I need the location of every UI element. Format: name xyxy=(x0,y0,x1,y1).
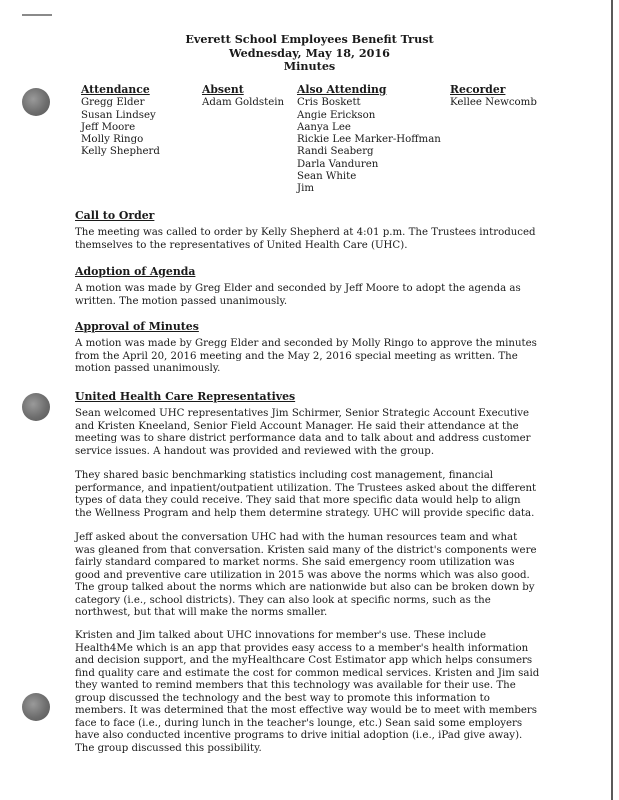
attendee-name: Molly Ringo xyxy=(81,134,144,146)
guest-name: Sean White xyxy=(297,171,357,183)
call-to-order-text: The meeting was called to order by Kelly Shepherd at 4:01 p.m. The Trustees introduced themselves to the representatives of United Health Care (UHC). xyxy=(75,227,536,251)
recorder-name: Kellee Newcomb xyxy=(450,97,537,109)
attendee-name: Gregg Elder xyxy=(81,97,145,109)
attendee-name: Jeff Moore xyxy=(81,121,136,133)
recorder-heading: Recorder xyxy=(450,83,506,96)
binder-hole-icon xyxy=(22,393,50,421)
page-edge-line xyxy=(611,0,613,800)
guest-name: Rickie Lee Marker-Hoffman xyxy=(297,134,441,146)
attendee-name: Kelly Shepherd xyxy=(81,146,160,158)
guest-name: Darla Vanduren xyxy=(297,158,379,170)
binder-hole-icon xyxy=(22,693,50,721)
approval-of-minutes-heading: Approval of Minutes xyxy=(75,320,199,333)
scan-mark xyxy=(22,14,52,16)
absent-column xyxy=(202,84,284,110)
attendee-name: Susan Lindsey xyxy=(81,109,156,121)
guest-name: Cris Boskett xyxy=(297,97,361,109)
document-header xyxy=(0,33,619,74)
uhc-paragraph: Sean welcomed UHC representatives Jim Schirmer, Senior Strategic Account Executive and Kristen Kneeland, Senior Field Account Manager. He said their attendance at the meeting was to share district performance data and to talk about and address customer service issues. A handout was provided and reviewed with the group. xyxy=(75,408,531,457)
attendance-heading: Attendance xyxy=(81,83,150,96)
attendance-column xyxy=(81,84,160,159)
binder-hole-icon xyxy=(22,88,50,116)
document-type: Minutes xyxy=(283,59,336,73)
also-attending-heading: Also Attending xyxy=(297,83,387,96)
also-attending-column xyxy=(297,84,441,196)
guest-name: Randi Seaberg xyxy=(297,146,374,158)
call-to-order-heading: Call to Order xyxy=(75,209,155,222)
approval-of-minutes-text: A motion was made by Gregg Elder and seconded by Molly Ringo to approve the minutes from the April 20, 2016 meeting and the May 2, 2016 special meeting as written. The motion passed unanimously. xyxy=(75,338,537,374)
adoption-of-agenda-text: A motion was made by Greg Elder and seconded by Jeff Moore to adopt the agenda as written. The motion passed unanimously. xyxy=(75,283,521,307)
meeting-date: Wednesday, May 18, 2016 xyxy=(229,45,390,60)
absent-name: Adam Goldstein xyxy=(202,97,285,109)
uhc-paragraph: Kristen and Jim talked about UHC innovations for member's use. These include Health4Me which is an app that provides easy access to a member's health information and decision support, and the myHealthcare Cost Estimator app which helps consumers find quality care and estimate the cost for common medical services. Kristen and Jim said they wanted to remind members that this technology was available for their use. The group discussed the technology and the best way to promote this information to members. It was determined that the most effective way would be to meet with members face to face (i.e., during lunch in the teacher's lounge, etc.) Sean said some employers have also conducted incentive programs to drive initial adoption (i.e., iPad give away). The group discussed this possibility. xyxy=(75,630,540,754)
absent-heading: Absent xyxy=(202,83,244,96)
recorder-column xyxy=(450,84,537,110)
uhc-representatives-heading: United Health Care Representatives xyxy=(75,390,296,403)
org-title: Everett School Employees Benefit Trust xyxy=(185,32,434,46)
guest-name: Aanya Lee xyxy=(297,121,351,133)
uhc-paragraph: They shared basic benchmarking statistics including cost management, financial performance, and inpatient/outpatient utilization. The Trustees asked about the different types of data they could receive. They said that more specific data would help to align the Wellness Program and help them determine strategy. UHC will provide specific data. xyxy=(75,470,537,519)
adoption-of-agenda-heading: Adoption of Agenda xyxy=(75,265,196,278)
uhc-paragraph: Jeff asked about the conversation UHC had with the human resources team and what was gleaned from that conversation. Kristen said many of the district's components were fairly standard compared to market norms. She said emergency room utilization was good and preventive care utilization in 2015 was above the norms which was also good. The group talked about the norms which are nationwide but also can be broken down by category (i.e., school districts). They can also look at specific norms, such as the northwest, but that will make the norms smaller. xyxy=(75,532,537,618)
guest-name: Jim xyxy=(297,183,315,195)
guest-name: Angie Erickson xyxy=(297,109,376,121)
